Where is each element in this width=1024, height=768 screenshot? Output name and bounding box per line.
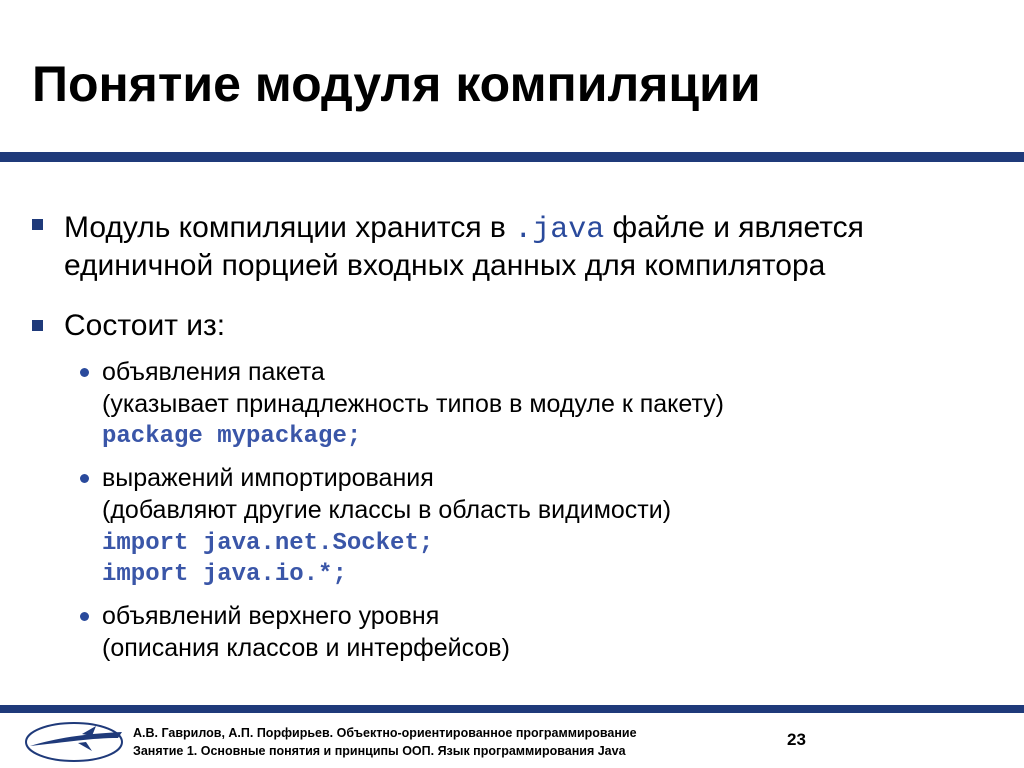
bullet-text-before: Модуль компиляции хранится в [64, 211, 515, 244]
code-import-line: import java.io.*; [102, 561, 347, 588]
bullet-compilation-unit [64, 208, 864, 250]
sub-bullet-dot-icon [80, 368, 89, 377]
bullet-square-icon [32, 320, 43, 331]
subitem-toplevel-title: объявлений верхнего уровня [102, 602, 440, 630]
code-import-line: import java.net.Socket; [102, 530, 434, 557]
subitem-toplevel-desc: (описания классов и интерфейсов) [102, 634, 510, 662]
sub-bullet-dot-icon [80, 612, 89, 621]
page-number: 23 [787, 730, 806, 749]
java-extension-code: .java [514, 213, 605, 247]
bullet-compilation-unit-line2: единичной порцией входных данных для компилятора [64, 249, 826, 282]
subitem-import-title: выражений импортирования [102, 464, 434, 492]
subitem-import-desc: (добавляют другие классы в область видимости) [102, 496, 672, 524]
subitem-package-desc: (указывает принадлежность типов в модуле к пакету) [102, 390, 725, 418]
bullet-text-after: файле и является [604, 211, 864, 244]
footer-authors: А.В. Гаврилов, А.П. Порфирьев. Объектно-ориентированное программирование [133, 726, 637, 740]
slide-title: Понятие модуля компиляции [32, 56, 761, 112]
sub-bullet-dot-icon [80, 474, 89, 483]
header-divider [0, 152, 1024, 162]
bullet-consists-of: Состоит из: [64, 309, 226, 342]
subitem-package-title: объявления пакета [102, 358, 325, 386]
code-package-line: package mypackage; [102, 423, 362, 450]
footer-lesson: Занятие 1. Основные понятия и принципы ООП. Язык программирования Java [133, 744, 626, 758]
footer-divider [0, 705, 1024, 713]
bullet-square-icon [32, 219, 43, 230]
university-logo-icon [22, 716, 126, 764]
